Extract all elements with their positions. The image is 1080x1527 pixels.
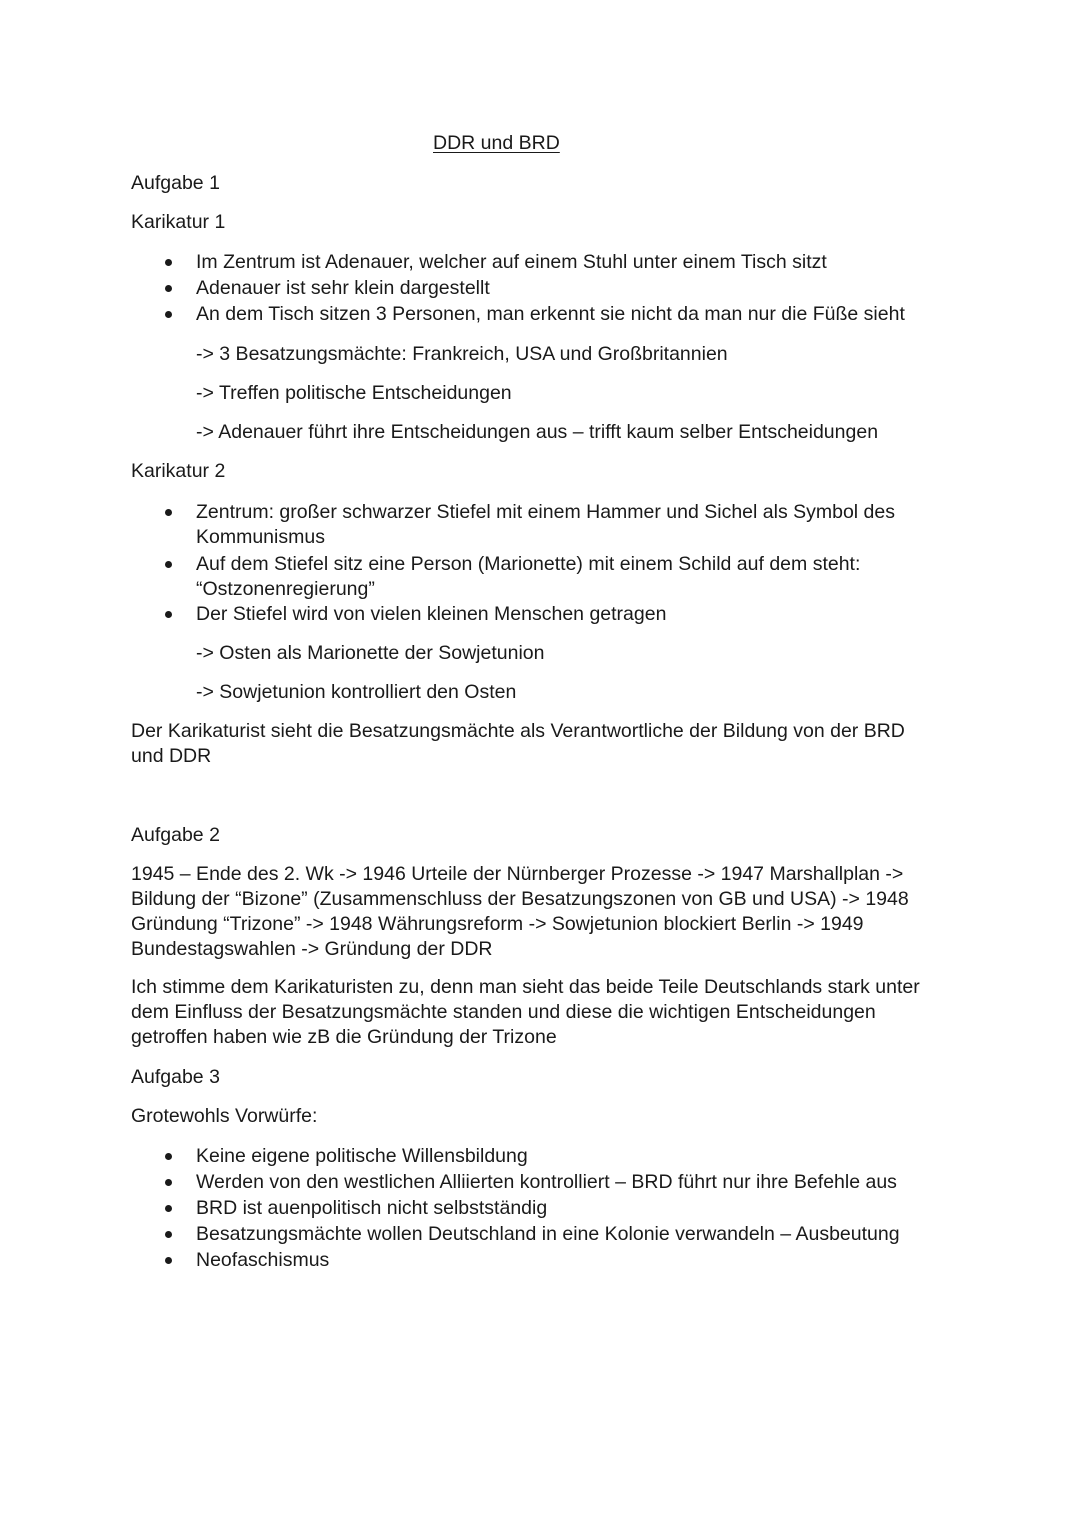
aufgabe-1-conclusion: Der Karikaturist sieht die Besatzungsmächte als Verantwortliche der Bildung von der BRD und DDR [131, 720, 905, 767]
list-item: Im Zentrum ist Adenauer, welcher auf einem Stuhl unter einem Tisch sitzt [130, 250, 950, 276]
list-item: Auf dem Stiefel sitz eine Person (Marionette) mit einem Schild auf dem steht: “Ostzonenregierung” [130, 552, 950, 602]
aufgabe-3-bullet-list [130, 1144, 950, 1274]
list-item: Neofaschismus [130, 1248, 950, 1274]
aufgabe-1-heading: Aufgabe 1 [131, 172, 220, 194]
list-item: Keine eigene politische Willensbildung [130, 1144, 950, 1170]
list-item: Der Stiefel wird von vielen kleinen Menschen getragen [130, 602, 950, 628]
list-item: Adenauer ist sehr klein dargestellt [130, 276, 950, 302]
aufgabe-3-subheading: Grotewohls Vorwürfe: [131, 1105, 318, 1127]
list-item: Werden von den westlichen Alliierten kontrolliert – BRD führt nur ihre Befehle aus [130, 1170, 950, 1196]
aufgabe-2-heading: Aufgabe 2 [131, 824, 220, 846]
list-item: BRD ist auenpolitisch nicht selbstständig [130, 1196, 950, 1222]
karikatur-1-arrow-note: -> Adenauer führt ihre Entscheidungen aus – trifft kaum selber Entscheidungen [196, 421, 879, 443]
karikatur-1-arrow-note: -> 3 Besatzungsmächte: Frankreich, USA und Großbritannien [196, 343, 728, 365]
list-item: Zentrum: großer schwarzer Stiefel mit einem Hammer und Sichel als Symbol des Kommunismus [130, 500, 950, 552]
aufgabe-3-heading: Aufgabe 3 [131, 1066, 220, 1088]
karikatur-1-heading: Karikatur 1 [131, 211, 226, 233]
karikatur-2-heading: Karikatur 2 [131, 460, 226, 482]
karikatur-1-bullet-list [130, 250, 950, 328]
aufgabe-2-timeline: 1945 – Ende des 2. Wk -> 1946 Urteile der Nürnberger Prozesse -> 1947 Marshallplan -> Bildung der “Bizone” (Zusammenschluss der Besatzungszonen von GB und USA) -> 1948 Gründung “Trizone” -> 1948 Währungsreform -> Sowjetunion blockiert Berlin -> 1949 Bundestagswahlen -> Gründung der DDR [131, 863, 909, 960]
list-item: Besatzungsmächte wollen Deutschland in eine Kolonie verwandeln – Ausbeutung [130, 1222, 950, 1248]
list-item: An dem Tisch sitzen 3 Personen, man erkennt sie nicht da man nur die Füße sieht [130, 302, 950, 328]
document-title: DDR und BRD [433, 132, 560, 154]
karikatur-2-arrow-note: -> Osten als Marionette der Sowjetunion [196, 642, 545, 664]
karikatur-2-bullet-list [130, 500, 950, 628]
karikatur-1-arrow-note: -> Treffen politische Entscheidungen [196, 382, 512, 404]
aufgabe-2-opinion: Ich stimme dem Karikaturisten zu, denn man sieht das beide Teile Deutschlands stark unter dem Einfluss der Besatzungsmächte standen und diese die wichtigen Entscheidungen getroffen haben wie zB die Gründung der Trizone [131, 976, 920, 1048]
karikatur-2-arrow-note: -> Sowjetunion kontrolliert den Osten [196, 681, 517, 703]
